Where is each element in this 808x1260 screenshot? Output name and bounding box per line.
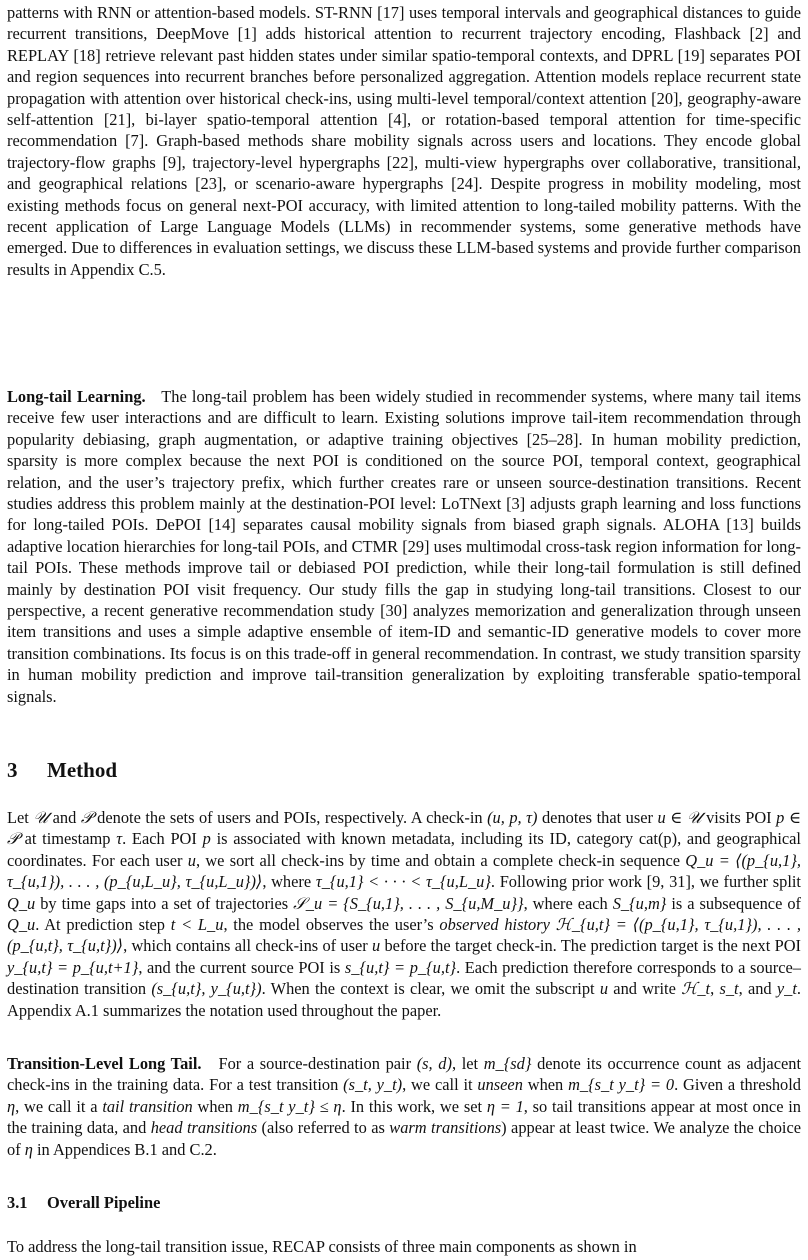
long-tail-learning-heading: Long-tail Learning. bbox=[7, 387, 146, 406]
math-history: ℋ_{u,t} = ⟨(p_{u,1}, τ_{u,1}), . . . , (p_{u,t}, τ_{u,t})⟩ bbox=[7, 915, 802, 956]
subsection-title: Overall Pipeline bbox=[47, 1193, 161, 1212]
math-trajectories: 𝒮_u = {S_{u,1}, . . . , S_{u,M_u}} bbox=[293, 893, 524, 913]
head-transitions-term: head transitions bbox=[150, 1118, 258, 1138]
math-target: y_{u,t} = p_{u,t+1} bbox=[7, 957, 139, 977]
long-tail-learning-text: The long-tail problem has been widely studied in recommender systems, where many tail items receive few user interactions and are difficult to learn. Existing solutions improve tail-item recommendation through popularity debiasing, graph augmentation, or adaptive training objectives [25–28]. In human mobility prediction, sparsity is more complex because the next POI is conditioned on the source POI, temporal context, geographical relation, and the user’s trajectory prefix, which further creates rare or unseen source-destination transitions. Recent studies address this problem mainly at the destination-POI level: LoTNext [3] adjusts graph learning and loss functions for long-tailed POIs. DePOI [14] separates causal mobility signals from biased graph signals. ALOHA [13] builds adaptive location hierarchies for long-tail POIs, and CTMR [29] uses multimodal cross-task region information for long-tail POIs. These methods improve tail or debiased POI prediction, while their long-tail formulation is still defined mainly by destination POI visit frequency. Our study fills the gap in studying long-tail transitions. Closest to our perspective, a recent generative recommendation study [30] analyzes memorization and generalization through unseen item transitions and uses a simple adaptive ensemble of item-ID and semantic-ID generative models to cover more transition combinations. Its focus is on this trade-off in general recommendation. In contrast, we study transition sparsity in human mobility prediction and improve tail-transition generalization by exploiting transferable spatio-temporal signals. bbox=[7, 387, 801, 706]
math-source: s_{u,t} = p_{u,t} bbox=[344, 957, 457, 977]
math-checkin: (u, p, τ) bbox=[487, 808, 538, 827]
method-text: Let 𝒰 and 𝒫 denote the sets of users and POIs, respectively. A check-in (u, p, τ) denotes that user u ∈ 𝒰 visits POI p ∈ 𝒫 at timestamp τ. Each POI p is associated with known metadata, including its ID, category cat(p), and geographical coordinates. For each user u, we sort all check-ins by time and obtain a complete check-in sequence Q_u = ⟨(p_{u,1}, τ_{u,1}), . . . , (p_{u,L_u}, τ_{u,L_u})⟩, where τ_{u,1} < · · · < τ_{u,L_u}. Following prior work [9, 31], we further split Q_u by time gaps into a set of trajectories 𝒮_u = {S_{u,1}, . . . , S_{u,M_u}}, where each S_{u,m} is a subsequence of Q_u. At prediction step t < L_u, the model observes the user’s observed history ℋ_{u,t} = ⟨(p_{u,1}, τ_{u,1}), . . . , (p_{u,t}, τ_{u,t})⟩, which contains all check-ins of user u before the target check-in. The prediction target is the next POI y_{u,t} = p_{u,t+1}, and the current source POI is s_{u,t} = p_{u,t}. Each prediction therefore corresponds to a source–destination transition (s_{u,t}, y_{u,t}). When the context is clear, we omit the subscript u and write ℋ_t, s_t, and y_t. Appendix A.1 summarizes the notation used throughout the paper. bbox=[7, 808, 802, 1020]
related-work-text: patterns with RNN or attention-based models. ST-RNN [17] uses temporal intervals and geographical distances to guide recurrent transitions, DeepMove [1] adds historical attention to recurrent trajectory encoding, Flashback [2] and REPLAY [18] retrieve relevant past hidden states under similar spatio-temporal contexts, and DPRL [19] separates POI and region sequences into recurrent branches before personalized aggregation. Attention models replace recurrent state propagation with attention over historical check-ins, using multi-level temporal/context attention [20], geography-aware self-attention [21], bi-layer spatio-temporal attention [4], or rotation-based temporal attention for time-specific recommendation [7]. Graph-based methods share mobility signals across users and locations. They encode global trajectory-flow graphs [9], trajectory-level hypergraphs [22], multi-view hypergraphs over collaborative, transitional, and geographical relations [23], or scenario-aware hypergraphs [24]. Despite progress in mobility modeling, most existing methods focus on general next-POI accuracy, with limited attention to long-tailed mobility patterns. With the recent application of Large Language Models (LLMs) in recommender systems, some generative methods have emerged. Due to differences in evaluation settings, we discuss these LLM-based systems and provide further comparison results in Appendix C.5. bbox=[7, 3, 801, 279]
pipeline-paragraph bbox=[7, 1236, 801, 1257]
warm-transitions-term: warm transitions bbox=[389, 1118, 502, 1138]
long-tail-learning-paragraph bbox=[7, 386, 801, 707]
math-poi-set: 𝒫 bbox=[80, 808, 93, 827]
method-paragraph bbox=[7, 807, 801, 1021]
pipeline-text: To address the long-tail transition issue, RECAP consists of three main components as shown in bbox=[7, 1237, 637, 1256]
transition-long-tail-heading: Transition-Level Long Tail. bbox=[7, 1054, 202, 1073]
transition-long-tail-text: Transition-Level Long Tail. For a source-destination pair (s, d), let m_{sd} denote its occurrence count as adjacent check-ins in the training data. For a test transition (s_t, y_t), we call it unseen when m_{s_t y_t} = 0. Given a threshold η, we call it a tail transition when m_{s_t y_t} ≤ η. In this work, we set η = 1, so tail transitions appear at most once in the training data, and head transitions (also referred to as warm transitions) appear at least twice. We analyze the choice of η in Appendices B.1 and C.2. bbox=[7, 1054, 802, 1159]
subsection-number: 3.1 bbox=[7, 1193, 28, 1212]
math-user-set: 𝒰 bbox=[33, 808, 49, 827]
section-number: 3 bbox=[7, 758, 18, 782]
section-title: Method bbox=[47, 758, 117, 782]
tail-transition-term: tail transition bbox=[102, 1096, 193, 1116]
transition-long-tail-paragraph bbox=[7, 1053, 801, 1160]
unseen-term: unseen bbox=[477, 1075, 523, 1095]
section-heading-method bbox=[7, 757, 117, 783]
math-category: cat(p) bbox=[638, 829, 678, 849]
related-work-paragraph bbox=[7, 2, 801, 280]
observed-history-term: observed history bbox=[439, 915, 550, 935]
subsection-heading-pipeline bbox=[7, 1192, 160, 1213]
math-checkin-sequence: Q_u = ⟨(p_{u,1}, τ_{u,1}), . . . , (p_{u,L_u}, τ_{u,L_u})⟩ bbox=[7, 850, 802, 892]
